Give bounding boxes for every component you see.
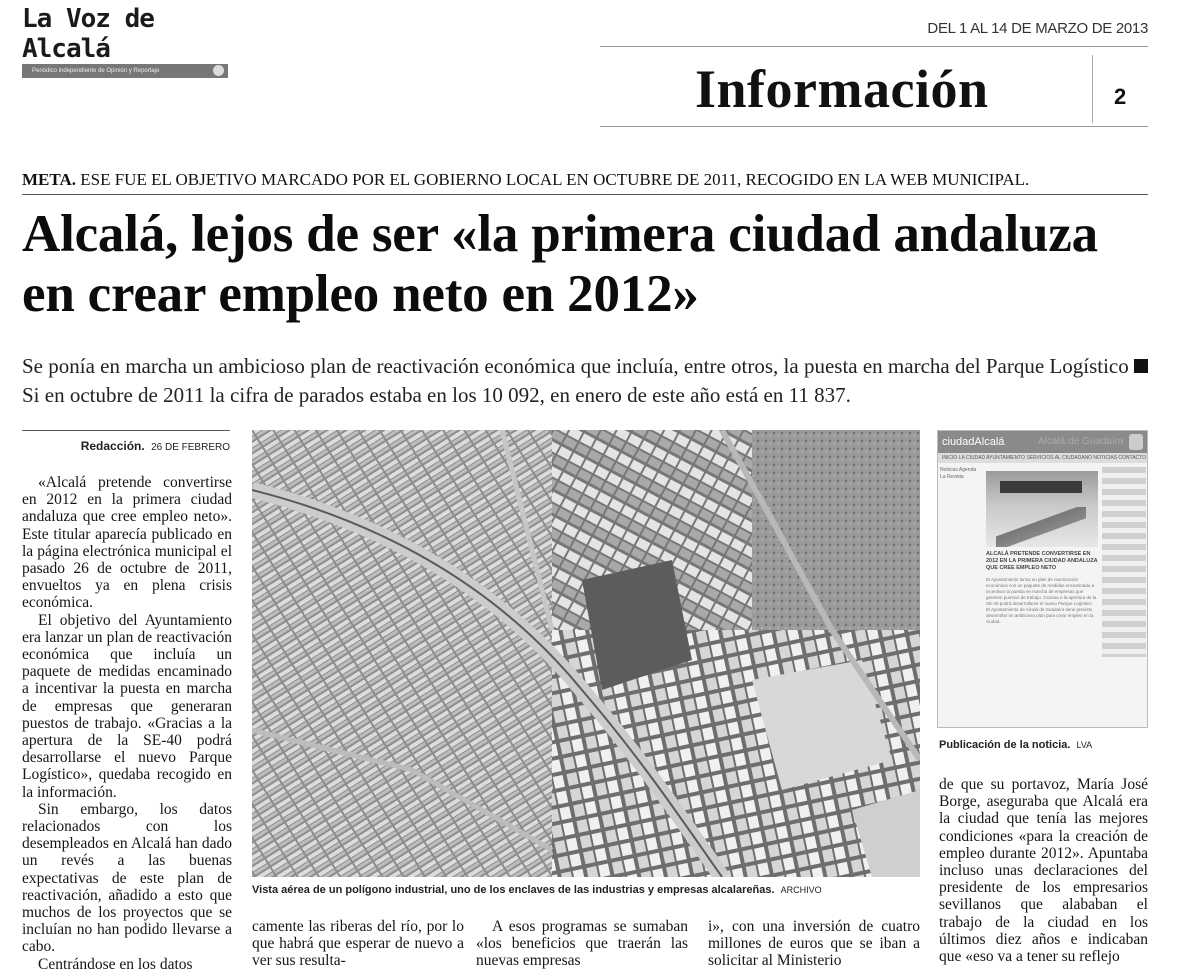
kicker-text: ESE FUE EL OBJETIVO MARCADO POR EL GOBIERNO LOCAL EN OCTUBRE DE 2011, RECOGIDO EN LA WEB MUNICIPAL.	[80, 170, 1030, 189]
paragraph: Sin embargo, los datos relacionados con los desempleados en Alcalá han dado un revés a las buenas expectativas de este plan de reactivación, añadido a esto que muchos de los proyectos que se incluían no han podido llevarse a cabo.	[22, 800, 232, 956]
paragraph: de que su portavoz, María José Borge, aseguraba que Alcalá era la ciudad que tenía las mejores condiciones «para la creación de empleo durante 2012». Apuntaba incluso unas declaraciones del presidente de los empresarios sevillanos que alababan el trabajo de la ciudad en los últimos diez años e indicaban que «eso va a tener su reflejo	[939, 776, 1148, 966]
website-screenshot	[937, 430, 1148, 728]
byline-date: 26 DE FEBRERO	[151, 442, 230, 453]
website-caption-text: Publicación de la noticia.	[939, 739, 1071, 751]
paragraph: Centrándose en los datos	[38, 955, 193, 971]
masthead	[22, 4, 228, 78]
website-caption	[939, 739, 1092, 751]
photo-caption-text: Vista aérea de un polígono industrial, uno de los enclaves de las industrias y empresas alcalareñas.	[252, 884, 775, 896]
subhead	[22, 352, 1162, 410]
article-column-3	[476, 918, 688, 970]
city-seal-icon	[1129, 434, 1143, 450]
masthead-tagline: Periódico independiente de Opinión y Reportaje	[32, 68, 160, 74]
paragraph: «Alcalá pretende convertirse en 2012 en la primera ciudad andaluza que cree empleo neto». Este titular aparecía publicado en la página electrónica municipal el pasado 26 de octubre de 2011, envueltos ya en plena crisis económica.	[22, 474, 232, 612]
section-title: Información	[695, 59, 989, 119]
article-column-1	[22, 474, 232, 971]
website-nav: INICIO LA CIUDAD AYUNTAMIENTO SERVICIOS AL CIUDADANO NOTICIAS CONTACTO	[938, 453, 1147, 463]
photo-caption-credit: ARCHIVO	[780, 885, 822, 895]
road-sign-icon	[1000, 481, 1082, 493]
paragraph: A esos programas se sumaban «los beneficios que traerán las nuevas empresas	[476, 918, 688, 970]
paragraph: camente las riberas del río, por lo que habrá que esperar de nuevo a ver sus resulta-	[252, 918, 464, 970]
kicker-label: META.	[22, 170, 76, 189]
website-caption-credit: LVA	[1076, 740, 1093, 750]
subhead-part2: Si en octubre de 2011 la cifra de parados estaba en los 10 092, en enero de este año está en 11 837.	[22, 383, 851, 407]
article-column-5	[939, 776, 1148, 965]
kicker	[22, 170, 1148, 195]
headline: Alcalá, lejos de ser «la primera ciudad andaluza en crear empleo neto en 2012»	[22, 205, 1098, 323]
byline	[22, 439, 230, 453]
website-sidebar	[1102, 467, 1146, 657]
website-site-sub: Alcalá de Guadaíra	[1038, 436, 1124, 447]
website-left-menu: Noticias Agenda La Revista	[940, 467, 977, 480]
website-article-text: El Ayuntamiento lanza un plan de reactivación económica con un paquete de medidas encaminado a incentivar la puesta en marcha de empresas que generen puestos de trabajo. Gracias a la apertura de la SE-40 podrá desarrollarse el nuevo Parque Logístico. El Ayuntamiento de Alcalá de Guadaíra tiene previsto desarrollar un ambicioso plan para crear empleo en la ciudad.	[986, 577, 1097, 624]
website-road-photo	[986, 471, 1098, 547]
paragraph: i», con una inversión de cuatro millones de euros que se iban a solicitar al Ministerio	[708, 918, 920, 970]
website-header	[938, 431, 1147, 453]
page-number: 2	[1114, 84, 1127, 109]
header-rule	[600, 46, 1148, 47]
byline-author: Redacción.	[80, 439, 145, 453]
issue-date: DEL 1 AL 14 DE MARZO DE 2013	[927, 20, 1148, 37]
article-column-4	[708, 918, 920, 970]
masthead-tagline-bar	[22, 64, 228, 78]
aerial-photo-illustration	[252, 430, 920, 877]
square-bullet-icon	[1134, 359, 1148, 373]
website-article-title: ALCALÁ PRETENDE CONVERTIRSE EN 2012 EN LA PRIMERA CIUDAD ANDALUZA QUE CREE EMPLEO NETO	[986, 551, 1098, 571]
section-rule	[600, 126, 1148, 127]
road-icon	[996, 507, 1086, 547]
masthead-name: La Voz de Alcalá	[22, 4, 154, 64]
website-site-name: ciudadAlcalá	[942, 436, 1005, 448]
article-column-2	[252, 918, 464, 970]
aerial-photo	[252, 430, 920, 877]
paragraph: El objetivo del Ayuntamiento era lanzar un plan de reactivación económica que incluía un paquete de medidas encaminado a incentivar la puesta en marcha de empresas que generaran puestos de trabajo. «Gracias a la apertura de la SE-40 podrá desarrollarse el nuevo Parque Logístico», quedaba recogido en la información.	[22, 611, 232, 801]
masthead-logo-icon	[213, 65, 224, 76]
photo-caption	[252, 884, 822, 896]
section-divider	[1092, 55, 1093, 123]
byline-rule	[22, 430, 230, 431]
subhead-part1: Se ponía en marcha un ambicioso plan de reactivación económica que incluía, entre otros, la puesta en marcha del Parque Logístico	[22, 354, 1129, 378]
